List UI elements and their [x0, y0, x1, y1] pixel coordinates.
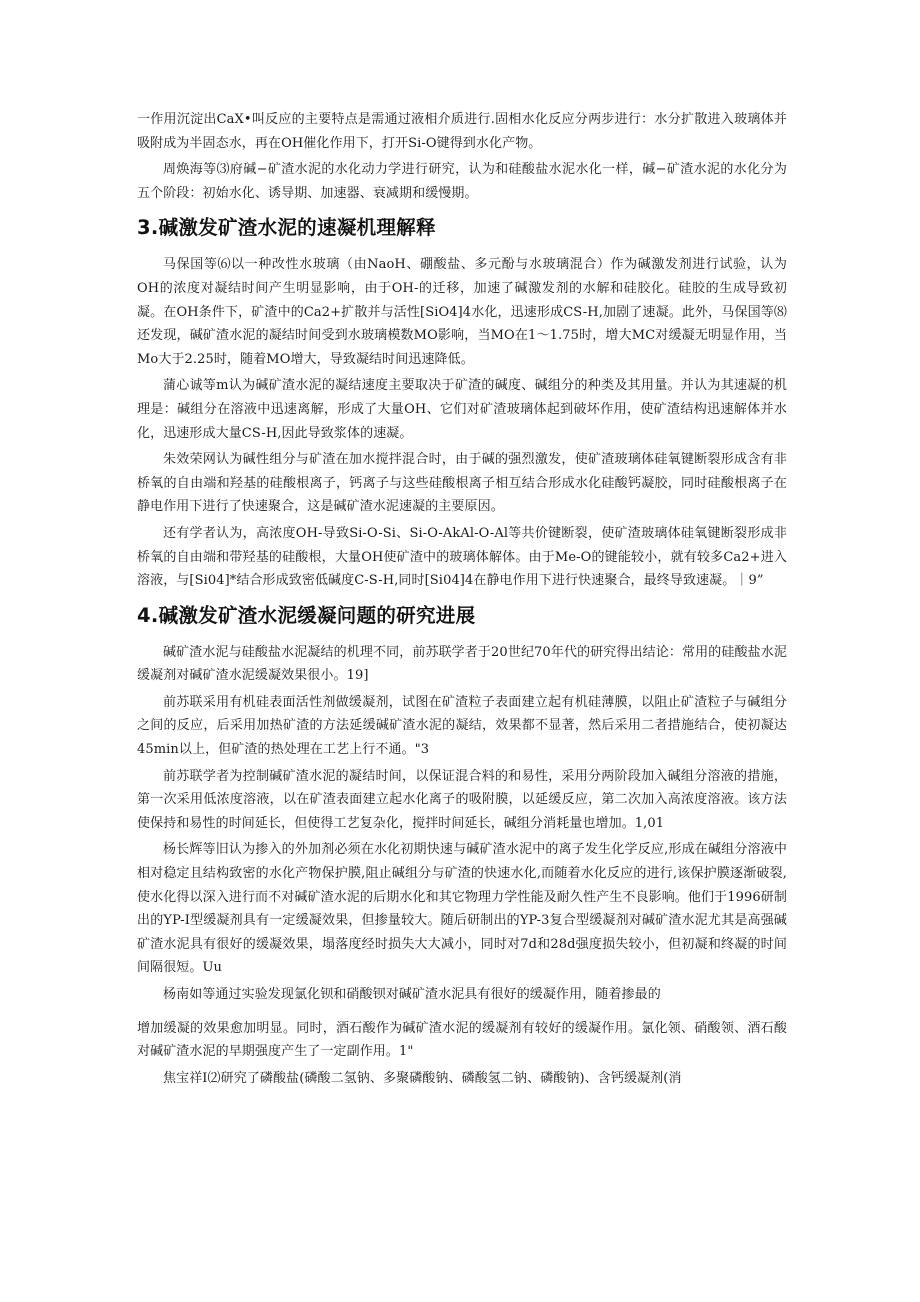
section-3-paragraph-4: 还有学者认为，高浓度OH-导致Si-O-Si、Si-O-AkAl-O-Al等共价键断裂，使矿渣玻璃体硅氧键断裂形成非桥氧的自由端和带羟基的硅酸根，大量OH使矿渣中的玻璃体解体。由于Me-O的键能较小，就有较多Ca2+进入溶液，与[Si04]*结合形成致密低碱度C-S-H,同时[Si04]4在静电作用下进行快速聚合，最终导致速凝。｜9” — [137, 525, 787, 589]
section-4-paragraph-5: 杨南如等通过实验发现氯化钡和硝酸钡对碱矿渣水泥具有很好的缓凝作用，随着掺最的 — [163, 987, 661, 1002]
section-4-paragraph-3: 前苏联学者为控制碱矿渣水泥的凝结时间，以保证混合料的和易性，采用分两阶段加入碱组分溶液的措施，第一次采用低浓度溶液，以在矿渣表面建立起水化离子的吸附膜，以延缓反应，第二次加入高浓度溶液。该方法使保持和易性的时间延长，但使得工艺复杂化，搅拌时间延长，碱组分消耗量也增加。1,01 — [137, 768, 787, 831]
section-3-paragraph-3: 朱效荣网认为碱性组分与矿渣在加水搅拌混合时，由于碱的强烈激发，使矿渣玻璃体硅氧键断裂形成含有非桥氧的自由端和羟基的硅酸根离子，钙离子与这些硅酸根离子相互结合形成水化硅酸钙凝胶，同时硅酸根离子在静电作用下进行了快速聚合，这是碱矿渣水泥速凝的主要原因。 — [137, 452, 787, 515]
intro-paragraph-2: 周焕海等⑶府碱−矿渣水泥的水化动力学进行研究，认为和硅酸盐水泥水化一样，碱−矿渣水泥的水化分为五个阶段：初始水化、诱导期、加速器、衰减期和缓慢期。 — [137, 162, 787, 201]
section-4-paragraph-1: 碱矿渣水泥与硅酸盐水泥凝结的机理不同，前苏联学者于20世纪70年代的研究得出结论：常用的硅酸盐水泥缓凝剂对碱矿渣水泥缓凝效果很小。19] — [137, 644, 787, 684]
section-4-paragraph-2: 前苏联采用有机硅表面活性剂做缓凝剂，试图在矿渣粒子表面建立起有机硅薄膜，以阻止矿渣粒子与碱组分之间的反应，后采用加热矿渣的方法延缓碱矿渣水泥的凝结，效果都不显著，然后采用二者措施结合，使初凝达45min以上，但矿渣的热处理在工艺上行不通。"3 — [137, 694, 787, 758]
document-page — [137, 108, 787, 1093]
section-4-paragraph-6: 增加缓凝的效果愈加明显。同时，酒石酸作为碱矿渣水泥的缓凝剂有较好的缓凝作用。氯化领、硝酸领、酒石酸对碱矿渣水泥的早期强度产生了一定副作用。1" — [137, 1020, 787, 1060]
section-3-heading: 3.碱激发矿渣水泥的速凝机理解释 — [137, 216, 436, 240]
section-4-paragraph-4: 杨长辉等旧认为掺入的外加剂必须在水化初期快速与碱矿渣水泥中的离子发生化学反应,形成在碱组分溶液中相对稳定且结构致密的水化产物保护膜,阻止碱组分与矿渣的快速水化,而随着水化反应的进行,该保护膜逐渐破裂,使水化得以深入进行而不对碱矿渣水泥的后期水化和其它物理力学性能及耐久性产生不良影响。他们于1996研制出的YP-I型缓凝剂具有一定缓凝效果，但掺量较大。随后研制出的YP-3复合型缓凝剂对碱矿渣水泥尤其是高强碱矿渣水泥具有很好的缓凝效果，塌落度经时损失大大减小，同时对7d和28d强度损失较小，但初凝和终凝的时间间隔很短。Uu — [137, 842, 787, 976]
section-4-paragraph-7: 焦宝祥I⑵研究了磷酸盐(磷酸二氢钠、多聚磷酸钠、磷酸氢二钠、磷酸钠)、含钙缓凝剂(消 — [163, 1070, 682, 1086]
section-3-paragraph-1: 马保国等⑹以一种改性水玻璃（由NaoH、硼酸盐、多元酚与水玻璃混合）作为碱激发剂进行试验，认为OH的浓度对凝结时间产生明显影响，由于OH-的迁移，加速了碱激发剂的水解和硅胶化。硅胶的生成导致初凝。在OH条件下，矿渣中的Ca2+扩散并与活性[SiO4]4水化，迅速形成CS-H,加剧了速凝。此外，马保国等⑻还发现，碱矿渣水泥的凝结时间受到水玻璃模数MO影响，当MO在1～1.75时，增大MC对缓凝无明显作用，当Mo大于2.25时，随着MO增大，导致凝结时间迅速降低。 — [137, 257, 787, 367]
section-3-paragraph-2: 蒲心诚等m认为碱矿渣水泥的凝结速度主要取决于矿渣的碱度、碱组分的种类及其用量。并认为其速凝的机理是：碱组分在溶液中迅速离解，形成了大量OH、它们对矿渣玻璃体起到破坏作用，使矿渣结构迅速解体并水化，迅速形成大量CS-H,因此导致浆体的速凝。 — [137, 378, 787, 441]
intro-paragraph-1: 一作用沉淀出CaX•叫反应的主要特点是需通过液相介质进行.固相水化反应分两步进行：水分扩散进入玻璃体并吸附成为半固态水，再在OH催化作用下，打开Si-O键得到水化产物。 — [137, 112, 787, 151]
section-4-heading: 4.碱激发矿渣水泥缓凝问题的研究进展 — [137, 603, 476, 627]
